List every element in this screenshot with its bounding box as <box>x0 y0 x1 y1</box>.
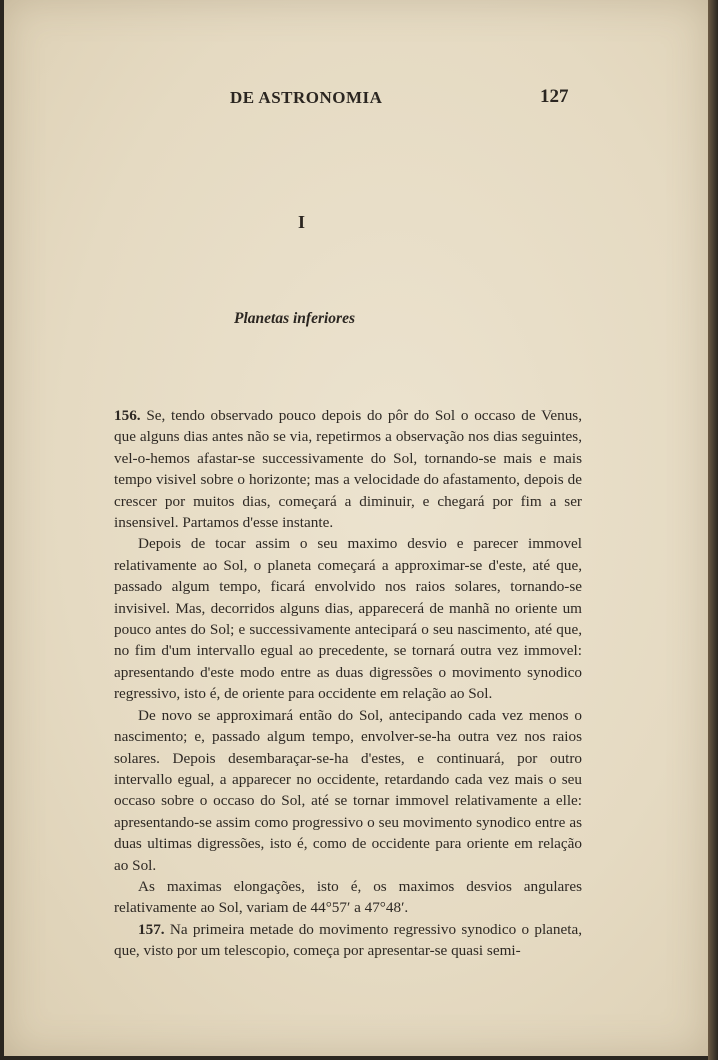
paragraph <box>114 533 582 704</box>
paragraph-text: As maximas elongações, isto é, os maximos desvios angulares relativamente ao Sol, variam de 44°57′ a 47°48′. <box>114 877 582 917</box>
book-spine-shadow <box>708 0 718 1060</box>
paragraph-156 <box>114 405 582 533</box>
page-number: 127 <box>540 86 569 107</box>
paragraph-number: 156. <box>114 407 141 424</box>
paragraph-text: Depois de tocar assim o seu maximo desvio e parecer immovel relativamente ao Sol, o planeta começará a approximar-se d'este, até que, passado algum tempo, ficará envolvido nos raios solares, tornando-se invisivel. Mas, decorridos alguns dias, apparecerá de manhã no oriente um pouco antes do Sol; e successivamente antecipará o seu nascimento, até que, no fim d'um intervallo egual ao precedente, se tornará outra vez immovel: apresentando d'este modo entre as duas digressões o movimento synodico regressivo, isto é, de oriente para occidente em relação ao Sol. <box>114 535 582 703</box>
running-head: DE ASTRONOMIA <box>230 88 383 107</box>
paragraph <box>114 876 582 919</box>
paragraph-text: Na primeira metade do movimento regressivo synodico o planeta, que, visto por um telescopio, começa por apresentar-se quasi semi- <box>114 920 582 960</box>
paragraph <box>114 705 582 876</box>
paragraph-number: 157. <box>138 920 165 938</box>
body-text <box>114 405 582 962</box>
book-page <box>4 0 708 1056</box>
paragraph-text: De novo se approximará então do Sol, antecipando cada vez menos o nascimento; e, passado algum tempo, envolver-se-ha outra vez nos raios solares. Depois desembaraçar-se-ha d'estes, e continuará, por outro intervallo egual, a apparecer no occidente, retardando cada vez mais o seu occaso sobre o occaso do Sol, até se tornar immovel relativamente a elle: apresentando-se assim como progressivo o seu movimento synodico entre as duas ultimas digressões, isto é, como de occidente para oriente em relação ao Sol. <box>114 706 582 874</box>
paragraph-text: Se, tendo observado pouco depois do pôr do Sol o occaso de Venus, que alguns dias antes não se via, repetirmos a observação nos dias seguintes, vel-o-hemos afastar-se successivamente do Sol, tornando-se mais e mais tempo visivel sobre o horizonte; mas a velocidade do afastamento, depois de crescer por muitos dias, começará a diminuir, e chegará por fim a ser insensivel. Partamos d'esse instante. <box>114 407 582 532</box>
section-number: I <box>298 212 306 232</box>
section-title: Planetas inferiores <box>234 310 355 327</box>
paragraph-157 <box>114 919 582 962</box>
